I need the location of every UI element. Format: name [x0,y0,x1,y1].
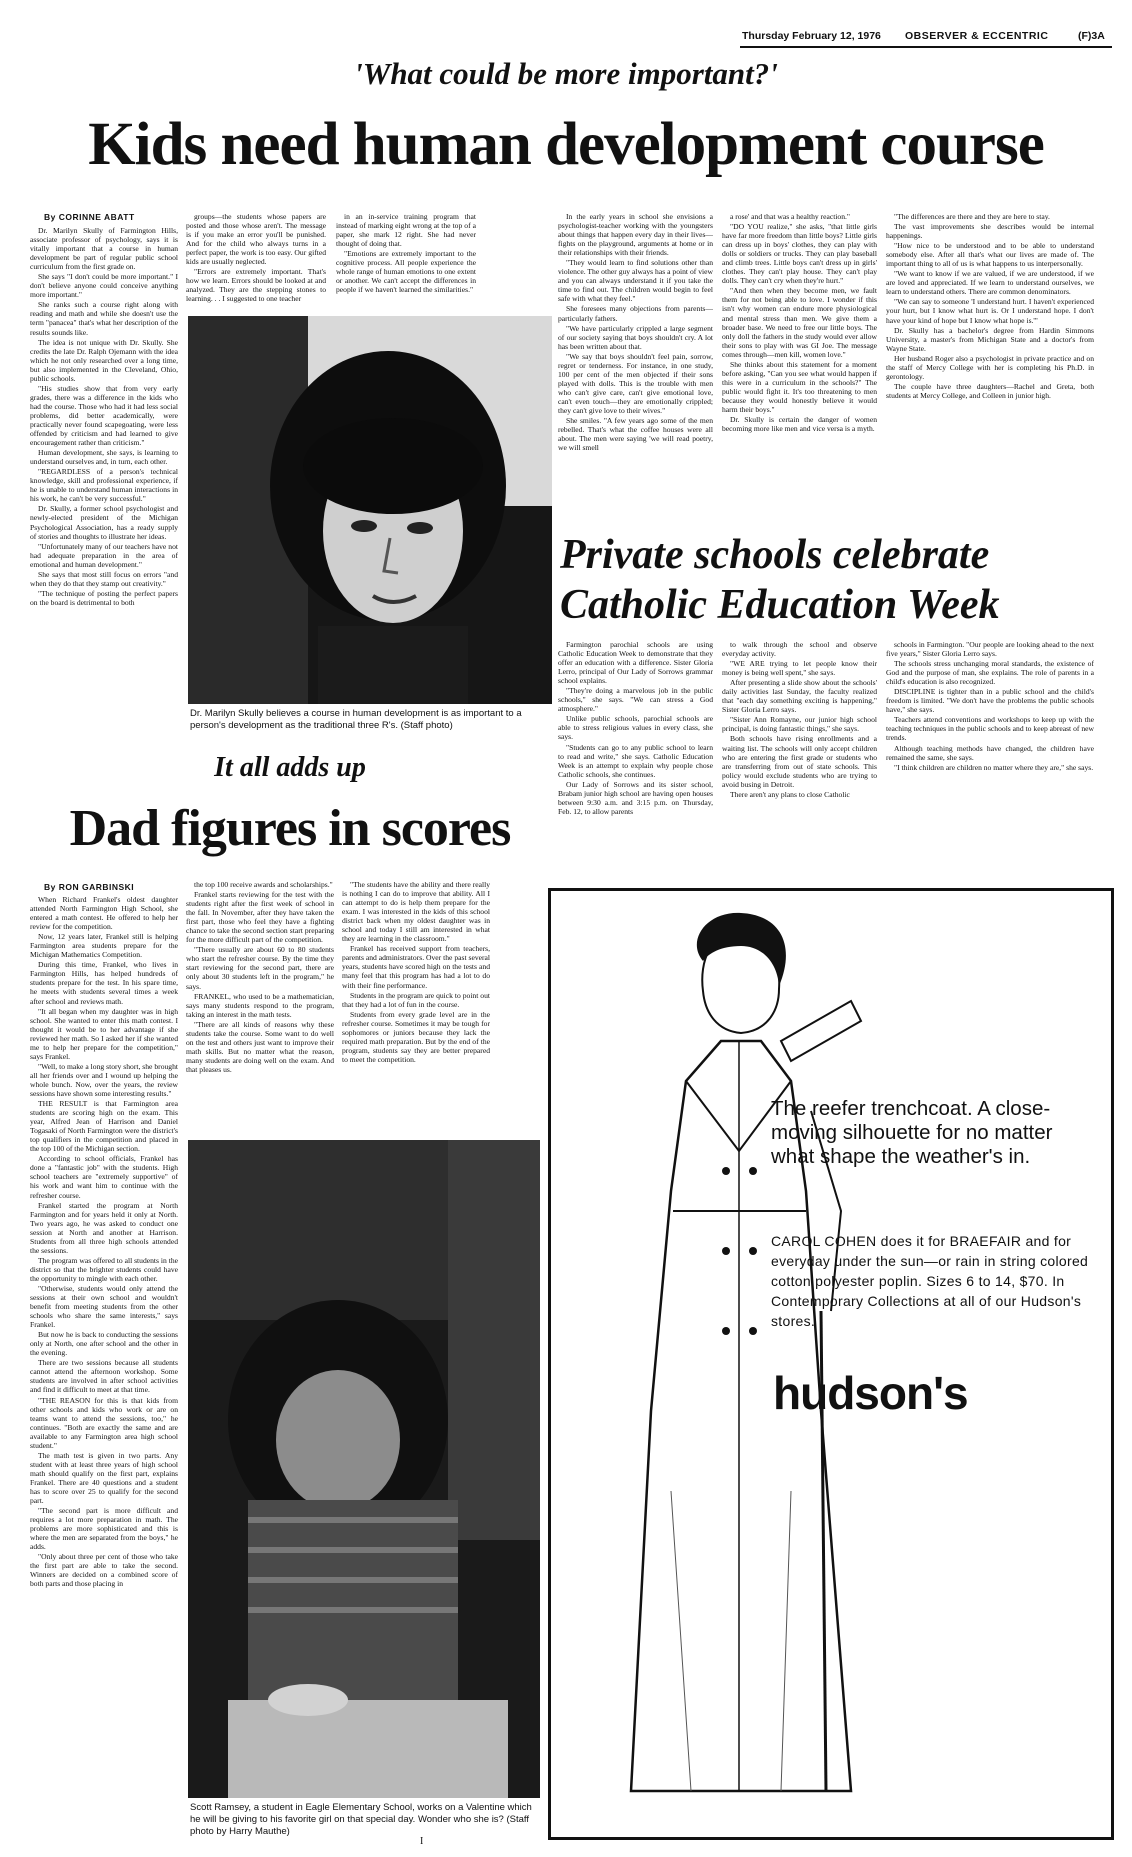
paragraph: Human development, she says, is learning to understand ourselves and, in turn, each other. [30,448,178,467]
newspaper-name: OBSERVER & ECCENTRIC [905,30,1049,42]
paragraph: THE RESULT is that Farmington area students are scoring high on the exam. This year, Alfred Jean of Harrison and Daniel Togasaki of North Farmington were the district's top qualifiers in the competition and placed in the top 100 of the Michigan section. [30,1099,178,1154]
paragraph: "THE REASON for this is that kids from other schools and kids who work or are on teams want to attend the sessions, too," he continues. "Both are exactly the same and are available to any Farmington area high school student." [30,1395,178,1450]
paragraph: "Errors are extremely important. That's how we learn. Errors should be looked at and analyzed. They are the stepping stones to learning. . . I suggested to one teacher [186,267,326,304]
page-number: (F)3A [1078,30,1105,42]
trenchcoat-illustration [591,891,891,1831]
story1-byline: By CORINNE ABATT [44,212,135,222]
story3-photo-caption: Scott Ramsey, a student in Eagle Elementary School, works on a Valentine which he will be giving to his favorite girl on that special day. Wonder who she is? (Staff photo by Harry Mauthe) [190,1802,532,1837]
paragraph: "His studies show that from very early grades, there was a difference in the kids who had the course. Those who had it had less social problems, did better academically, were practically never found scapegoating, were less offended by criticism and had learned to give encouragement rather than criticism." [30,383,178,448]
page-folio: I [420,1836,424,1847]
paragraph: The idea is not unique with Dr. Skully. She credits the late Dr. Ralph Ojemann with the idea which he not only researched over a long time, but also implemented in the Cleveland, Ohio, public schools. [30,337,178,383]
paragraph: She says "I don't could be more important." I don't believe anyone could conceive anything more important." [30,272,178,300]
paragraph: "There usually are about 60 to 80 students who start the refresher course. By the time they start reviewing for the second part, there are only about 30 students left in the program," he says. [186,945,334,991]
story1-column-6 [886,212,1094,522]
paragraph: "Well, to make a long story short, she brought all her friends over and I wound up helping the whole bunch. Now, over the years, the review sessions have shown some interesting results." [30,1061,178,1098]
paragraph: Farmington parochial schools are using Catholic Education Week to demonstrate that they offer an education with a difference. Sister Gloria Lerro, principal of Our Lady of Sorrows grammar school explains. [558,640,713,686]
ad-body: CAROL COHEN does it for BRAEFAIR and for everyday under the sun—or rain in string colored cotton polyester poplin. Sizes 6 to 14, $70. In Contemporary Collections at all of our Hudson's stores. [771,1233,1089,1329]
paragraph: "WE ARE trying to let people know their money is being well spent," she says. [722,659,877,678]
issue-date: Thursday February 12, 1976 [742,30,881,42]
paragraph: "Otherwise, students would only attend the sessions at their own school and wouldn't benefit from meeting students from the other schools who share the same interests," says Frankel. [30,1283,178,1330]
paragraph: "The students have the ability and there really is nothing I can do to improve that ability. All I can attempt to do is help them prepare for the exam. I was interested in the kids of this school district back when my oldest daughter was in school and today I still am interested in what they are learning in the classroom." [342,880,490,944]
story1-headline: Kids need human development course [88,111,1044,178]
paragraph: Students in the program are quick to point out that they had a lot of fun in the course. [342,990,490,1009]
paragraph: According to school officials, Frankel has done a "fantastic job" with the students. High school teachers are "extremely supportive" of his work and want him to continue with the refresher course. [30,1154,178,1200]
story1-photo-caption: Dr. Marilyn Skully believes a course in human development is as important to a person's development as the traditional three R's. (Staff photo) [190,708,522,731]
paragraph: Dr. Skully has a bachelor's degree from Hardin Simmons University, a master's from Michigan State and a doctor's from Wayne State. [886,325,1094,353]
paragraph: Although teaching methods have changed, the children have remained the same, she says. [886,743,1094,762]
paragraph: Dr. Skully is certain the danger of women becoming more like men and vice versa is a myth. [722,415,877,434]
paragraph: She foresees many objections from parents—particularly fathers. [558,304,713,323]
paragraph: FRANKEL, who used to be a mathematician, says many students respond to the program, taking an interest in the math tests. [186,991,334,1019]
story2-column-2 [722,640,877,876]
paragraph: to walk through the school and observe everyday activity. [722,640,877,659]
student-image [188,1140,540,1798]
paragraph: There aren't any plans to close Catholic [730,789,850,799]
story2-column-1 [558,640,713,876]
paragraph: Frankel has received support from teachers, parents and administrators. Over the past several years, students have scored high on the tests and many feel that this program has had a lot to do with their fine performance. [342,944,490,990]
paragraph: "They're doing a marvelous job in the public schools," she says. "We can stress a God atmosphere." [558,686,713,714]
story3-column-1 [30,895,178,1830]
story1-column-5 [722,212,877,544]
story1-column-1 [30,226,178,738]
paragraph: Her husband Roger also a psychologist in private practice and on the staff of Mercy College with her is completing his Ph.D. in gerontology. [886,353,1094,381]
paragraph: Dr. Skully, a former school psychologist and newly-elected president of the Michigan Psychological Association, has a ready supply of stories and thoughts to illustrate her ideas. [30,504,178,541]
paragraph: When Richard Frankel's oldest daughter attended North Farmington High School, she entered a math contest. He offered to help her review for the competition. [30,895,178,932]
paragraph: "Unfortunately many of our teachers have not had adequate preparation in the area of emotional and human development." [30,541,178,569]
paragraph: groups—the students whose papers are posted and those whose aren't. The message is if you make an error you'll be punished. And for the child who always turns in a perfect paper, the work is too easy. Our gifted kids are usually neglected. [186,212,326,267]
paragraph: She ranks such a course right along with reading and math and while she doesn't use the term "panacea" that's what her description of the results sounds like. [30,300,178,337]
paragraph: She says that most still focus on errors "and when they do that they stamp out creativity." [30,569,178,588]
paragraph: The math test is given in two parts. Any student with at least three years of high school math should qualify on the first part, explains Frankel. There are 40 questions and a student has to score over 25 to qualify for the second part. [30,1450,178,1506]
paragraph: "They would learn to find solutions other than violence. The other guy always has a point of view and you can always understand it if you take the time to find out. The children would begin to feel safe with what they feel." [558,258,713,304]
paragraph: "And then when they become men, we fault them for not being able to love. I wonder if this isn't why women can endure more physiological and mental stress than men. We give them a broader base. We need to free our little boys. The only doll the fathers in the study would ever allow their sons to play with was GI Joe. The message comes through—men kill, women love." [722,286,877,359]
paragraph: "DO YOU realize," she asks, "that little girls have far more freedom than little boys? Little girls can dress up in boys' clothes, they can play with dolls or soldiers or trucks. They can play baseball and climb trees. Little boys can't dress up in girls' clothes. They can't play house. They can't play dolls. They can't cry when they're hurt." [722,222,877,286]
paragraph: "We want to know if we are valued, if we are understood, if we are loved and appreciated. If we learn to understand ourselves, we learn to understand others. There are common denominators. [886,269,1094,297]
paragraph: Teachers attend conventions and workshops to keep up with the teaching techniques in the public schools and to keep abreast of new trends. [886,715,1094,743]
story3-column-3 [342,880,490,1130]
paragraph: "There are all kinds of reasons why these students take the course. Some want to do well on the test and others just want to improve their math skills. But no matter what the reason, many students are doing well on the exam. And that pleases us. [186,1019,334,1074]
paragraph: The vast improvements she describes would be internal happenings. [886,222,1094,241]
paragraph: "Students can go to any public school to learn to read and write," she says. Catholic Education Week is an attempt to explain why people chose Catholic schools, she continues. [558,742,713,779]
paragraph: in an in-service training program that instead of marking eight wrong at the top of a paper, she mark 12 right. She had never thought of doing that. [336,212,476,249]
paragraph: After presenting a slide show about the schools' daily activities last Sunday, the faculty realized that "each day something exciting is happening," Sister Gloria Lerro says. [722,678,877,715]
story3-column-2 [186,880,334,1130]
paragraph: In the early years in school she envisions a psychologist-teacher working with the youngsters about things that happen every day in their lives—fights on the playground, arguments at home or in their relationships with their friends. [558,212,713,258]
paragraph: "Emotions are extremely important to the cognitive process. All people experience the whole range of human emotions to one extent or another. We can't accept the differences in people if we haven't learned the similarities." [336,249,476,295]
paragraph: The couple have three daughters—Rachel and Greta, both students at Mercy College, and Colleen in junior high. [886,381,1094,400]
hudsons-logo: hudson's [773,1367,968,1419]
paragraph: "Only about three per cent of those who take the first part are able to take the second. Winners are decided on a combined score of both parts and those placing in [30,1552,178,1589]
skully-portrait-photo [188,316,552,704]
paragraph: But now he is back to conducting the sessions only at North, one after school and the other in the evening. [30,1330,178,1358]
hudsons-advertisement [548,888,1114,1840]
portrait-image [188,316,552,704]
paragraph: There are two sessions because all students cannot attend the afternoon workshop. Some students are involved in after school activities and find it difficult to meet at that time. [30,1358,178,1395]
story3-byline: By RON GARBINSKI [44,882,135,892]
paragraph: Frankel started the program at North Farmington and for years held it only at North. Two years ago, he was asked to conduct one session at North and another at Harrison. Students from all three high schools attended the sessions. [30,1200,178,1255]
story2-column-3 [886,640,1094,876]
paragraph: DISCIPLINE is tighter than in a public school and the child's freedom is limited. "We don't have the problems the public schools have," she says. [886,687,1094,715]
paragraph: the top 100 receive awards and scholarships." [194,880,333,889]
paragraph: The schools stress unchanging moral standards, the existence of God and the purpose of man, she explains. The role of parents in a child's education is also recognized. [886,659,1094,687]
paragraph: a rose' and that was a healthy reaction." [730,212,851,221]
story1-kicker: 'What could be more important?' [354,56,778,91]
paragraph: Our Lady of Sorrows and its sister school, Brabam junior high school are having open houses between 9:30 a.m. and 3:15 p.m. on Thursday, Feb. 12, to allow parents [558,779,713,816]
story1-column-4 [558,212,713,544]
paragraph: "The differences are there and they are here to stay. [894,212,1050,221]
paragraph: "Sister Ann Romayne, our junior high school principal, is doing fantastic things," she says. [722,715,877,734]
paragraph: Students from every grade level are in the refresher course. Sometimes it may be tough for sophomores or juniors because they lack the required math preparation. But by the end of the program, students say they are better prepared to meet the competition. [342,1009,490,1064]
paragraph: "The second part is more difficult and requires a lot more preparation in math. The problems are more sophisticated and this is where the men are separated from the boys," he adds. [30,1506,178,1552]
story1-column-3 [336,212,476,315]
paragraph: Now, 12 years later, Frankel still is helping Farmington area students prepare for the Michigan Mathematics Competition. [30,932,178,960]
paragraph: She smiles. "A few years ago some of the men rebelled. That's what the coffee houses were all about. The men were saying 'we will read poetry, we will smell [558,416,713,453]
story2-headline-line2: Catholic Education Week [560,582,1000,628]
paragraph: schools in Farmington. "Our people are looking ahead to the next five years," Sister Gloria Lerro says. [886,640,1094,659]
paragraph: "How nice to be understood and to be able to understand somebody else. After all that's what our lives are made of. The important thing to all of us is what happens to us interpersonally. [886,241,1094,269]
paragraph: Unlike public schools, parochial schools are able to stress religious values in every class, she says. [558,714,713,742]
ad-headline: The reefer trenchcoat. A close-moving silhouette for no matter what shape the weather's in. [771,1097,1053,1168]
paragraph: Both schools have rising enrollments and a waiting list. The schools will only accept children who are entering the first grade or students who are transferring from out of state schools. This policy would exclude students who are trying to avoid busing in Detroit. [722,734,877,789]
story1-column-2 [186,212,326,315]
paragraph: She thinks about this statement for a moment before asking, "Can you see what would happen if this were in a curriculum in the schools?" The public would fight it. It's too threatening to men because they would honestly believe it would harm their boys." [722,359,877,414]
paragraph: Frankel starts reviewing for the test with the students right after the first week of school in the fall. In November, after they have taken the first part, those who feel they have a fighting chance to take the second section start preparing for the more difficult part of the competition. [186,890,334,945]
paragraph: "I think children are children no matter where they are," she says. [894,762,1094,772]
story2-headline-line1: Private schools celebrate [560,532,990,578]
masthead-rule [740,46,1112,48]
paragraph: "The technique of posting the perfect papers on the board is detrimental to both [30,588,178,607]
story3-kicker: It all adds up [214,752,366,783]
paragraph: "REGARDLESS of a person's technical knowledge, skill and professional experience, if he is unable to understand human interactions in his work, he can't be very successful." [30,467,178,504]
valentine-student-photo [188,1140,540,1798]
paragraph: "We say that boys shouldn't feel pain, sorrow, regret or tenderness. For instance, in one study, 100 per cent of the men objected if their sons played with dolls. This is the trouble with men who can't give care, can't give emotional love, can't even touch—they are emotionally crippled; they can't give love to their wives." [558,351,713,415]
paragraph: During this time, Frankel, who lives in Farmington Hills, has helped hundreds of students prepare for the test. In his spare time, he meets with students several times a week after school and reviews math. [30,960,178,1006]
masthead [0,26,1132,48]
paragraph: "We have particularly crippled a large segment of our society saying that boys shouldn't cry. A lot has been written about that. [558,323,713,351]
paragraph: "We can say to someone 'I understand hurt. I haven't experienced your hurt, but I know what hurt is. Or I understand hope. I don't have your kind of hope but I know what hope is.'" [886,297,1094,325]
paragraph: The program was offered to all students in the district so that the brighter students could have the opportunity to mingle with each other. [30,1255,178,1283]
story3-headline: Dad figures in scores [69,800,511,857]
paragraph: Dr. Marilyn Skully of Farmington Hills, associate professor of psychology, says it is vitally important that a course in human development be part of regular public school curriculum from the first grade on. [30,226,178,272]
paragraph: "It all began when my daughter was in high school. She wanted to enter this math contest. I thought it would be to her advantage if she reviewed her math. So I asked her if she wanted me to help her prepare for the competition," says Frankel. [30,1006,178,1061]
